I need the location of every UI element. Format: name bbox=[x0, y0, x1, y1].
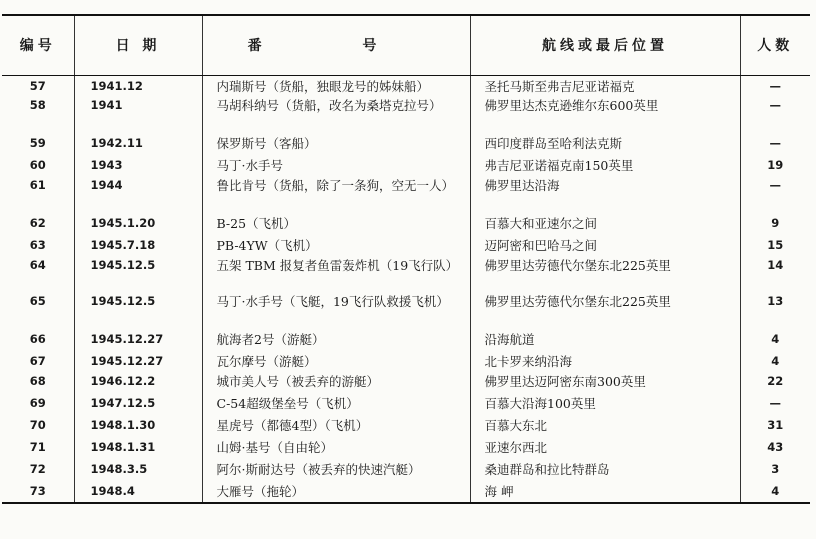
table-row bbox=[2, 175, 810, 213]
row-route: 海 岬 bbox=[470, 481, 740, 503]
row-number: 57 bbox=[29, 78, 46, 93]
table-row bbox=[2, 155, 810, 175]
row-number: 69 bbox=[29, 396, 46, 410]
row-name: PB-4YW（飞机） bbox=[202, 235, 470, 255]
table-row bbox=[2, 351, 810, 371]
row-date: 1945.1.20 bbox=[74, 213, 202, 235]
row-name: 马胡科纳号（货船，改名为桑塔克拉号） bbox=[202, 95, 470, 133]
row-number: 64 bbox=[29, 258, 46, 272]
row-route: 亚速尔西北 bbox=[470, 437, 740, 459]
row-route: 百慕大沿海100英里 bbox=[470, 393, 740, 415]
header-people: 人数 bbox=[740, 15, 810, 75]
table-row bbox=[2, 255, 810, 291]
row-number: 71 bbox=[29, 440, 46, 454]
row-date: 1945.7.18 bbox=[74, 235, 202, 255]
row-date: 1943 bbox=[74, 155, 202, 175]
row-number: 60 bbox=[29, 158, 46, 172]
row-people: 14 bbox=[740, 255, 810, 291]
row-route: 佛罗里达劳德代尔堡东北225英里 bbox=[470, 291, 740, 329]
row-date: 1945.12.5 bbox=[74, 255, 202, 291]
row-name: 马丁·水手号（飞艇，19飞行队救援飞机） bbox=[202, 291, 470, 329]
row-date: 1941.12 bbox=[74, 75, 202, 95]
row-number: 61 bbox=[29, 178, 46, 192]
row-number: 67 bbox=[29, 354, 46, 368]
row-route: 西印度群岛至哈利法克斯 bbox=[470, 133, 740, 155]
row-name: 大雁号（拖轮） bbox=[202, 481, 470, 503]
row-name: 保罗斯号（客船） bbox=[202, 133, 470, 155]
table-row bbox=[2, 235, 810, 255]
table-row bbox=[2, 481, 810, 503]
row-people: 3 bbox=[740, 459, 810, 481]
row-date: 1945.12.27 bbox=[74, 351, 202, 371]
table-row bbox=[2, 371, 810, 393]
disappearance-table bbox=[2, 14, 810, 504]
row-route: 佛罗里达迈阿密东南300英里 bbox=[470, 371, 740, 393]
row-name: 城市美人号（被丢弃的游艇） bbox=[202, 371, 470, 393]
row-number: 66 bbox=[29, 332, 46, 346]
row-people: — bbox=[740, 95, 810, 133]
row-number: 70 bbox=[29, 418, 46, 432]
row-route: 圣托马斯至弗吉尼亚诺福克 bbox=[470, 75, 740, 95]
row-name: 鲁比肯号（货船，除了一条狗，空无一人） bbox=[202, 175, 470, 213]
table-row bbox=[2, 415, 810, 437]
row-name: 山姆·基号（自由轮） bbox=[202, 437, 470, 459]
row-route: 迈阿密和巴哈马之间 bbox=[470, 235, 740, 255]
table-row bbox=[2, 291, 810, 329]
row-people: 13 bbox=[740, 291, 810, 329]
row-route: 佛罗里达沿海 bbox=[470, 175, 740, 213]
table-row bbox=[2, 393, 810, 415]
row-name: 星虎号（都德4型）（飞机） bbox=[202, 415, 470, 437]
row-name: 五架 TBM 报复者鱼雷轰炸机（19飞行队） bbox=[202, 255, 470, 291]
row-route: 百慕大和亚速尔之间 bbox=[470, 213, 740, 235]
row-number: 59 bbox=[29, 136, 46, 150]
row-name: B-25（飞机） bbox=[202, 213, 470, 235]
row-name: 马丁·水手号 bbox=[202, 155, 470, 175]
header-name: 番 号 bbox=[202, 15, 470, 75]
row-date: 1946.12.2 bbox=[74, 371, 202, 393]
row-date: 1948.4 bbox=[74, 481, 202, 503]
row-date: 1948.1.31 bbox=[74, 437, 202, 459]
row-number: 62 bbox=[29, 216, 46, 230]
row-name: 内瑞斯号（货船，独眼龙号的姊妹船） bbox=[202, 75, 470, 95]
row-people: 4 bbox=[740, 351, 810, 371]
row-route: 沿海航道 bbox=[470, 329, 740, 351]
row-route: 佛罗里达劳德代尔堡东北225英里 bbox=[470, 255, 740, 291]
row-people: — bbox=[740, 175, 810, 213]
row-route: 桑迪群岛和拉比特群岛 bbox=[470, 459, 740, 481]
row-date: 1948.1.30 bbox=[74, 415, 202, 437]
row-name: C-54超级堡垒号（飞机） bbox=[202, 393, 470, 415]
row-people: 9 bbox=[740, 213, 810, 235]
row-name: 航海者2号（游艇） bbox=[202, 329, 470, 351]
row-number: 68 bbox=[29, 374, 46, 388]
header-row bbox=[2, 15, 810, 75]
table-row bbox=[2, 437, 810, 459]
table-row bbox=[2, 133, 810, 155]
row-route: 北卡罗来纳沿海 bbox=[470, 351, 740, 371]
table-row bbox=[2, 95, 810, 133]
row-date: 1945.12.5 bbox=[74, 291, 202, 329]
row-people: 4 bbox=[740, 481, 810, 503]
row-people: — bbox=[740, 393, 810, 415]
row-number: 63 bbox=[29, 238, 46, 252]
header-no: 编号 bbox=[2, 15, 74, 75]
row-date: 1941 bbox=[74, 95, 202, 133]
row-people: 43 bbox=[740, 437, 810, 459]
row-people: 15 bbox=[740, 235, 810, 255]
row-date: 1945.12.27 bbox=[74, 329, 202, 351]
table-row bbox=[2, 459, 810, 481]
row-date: 1948.3.5 bbox=[74, 459, 202, 481]
row-number: 72 bbox=[29, 462, 46, 476]
table-row bbox=[2, 75, 810, 95]
row-people: 31 bbox=[740, 415, 810, 437]
row-date: 1942.11 bbox=[74, 133, 202, 155]
row-name: 阿尔·斯耐达号（被丢弃的快速汽艇） bbox=[202, 459, 470, 481]
row-number: 73 bbox=[2, 481, 74, 503]
row-date: 1947.12.5 bbox=[74, 393, 202, 415]
row-route: 佛罗里达杰克逊维尔东600英里 bbox=[470, 95, 740, 133]
row-people: 19 bbox=[740, 155, 810, 175]
row-people: — bbox=[740, 133, 810, 155]
row-people: — bbox=[740, 75, 810, 95]
row-date: 1944 bbox=[74, 175, 202, 213]
row-route: 百慕大东北 bbox=[470, 415, 740, 437]
header-route: 航线或最后位置 bbox=[470, 15, 740, 75]
row-people: 4 bbox=[740, 329, 810, 351]
row-number: 58 bbox=[29, 98, 46, 112]
row-name: 瓦尔摩号（游艇） bbox=[202, 351, 470, 371]
row-route: 弗吉尼亚诺福克南150英里 bbox=[470, 155, 740, 175]
table-row bbox=[2, 329, 810, 351]
header-date: 日 期 bbox=[74, 15, 202, 75]
row-people: 22 bbox=[740, 371, 810, 393]
row-number: 65 bbox=[29, 294, 46, 308]
table-row bbox=[2, 213, 810, 235]
